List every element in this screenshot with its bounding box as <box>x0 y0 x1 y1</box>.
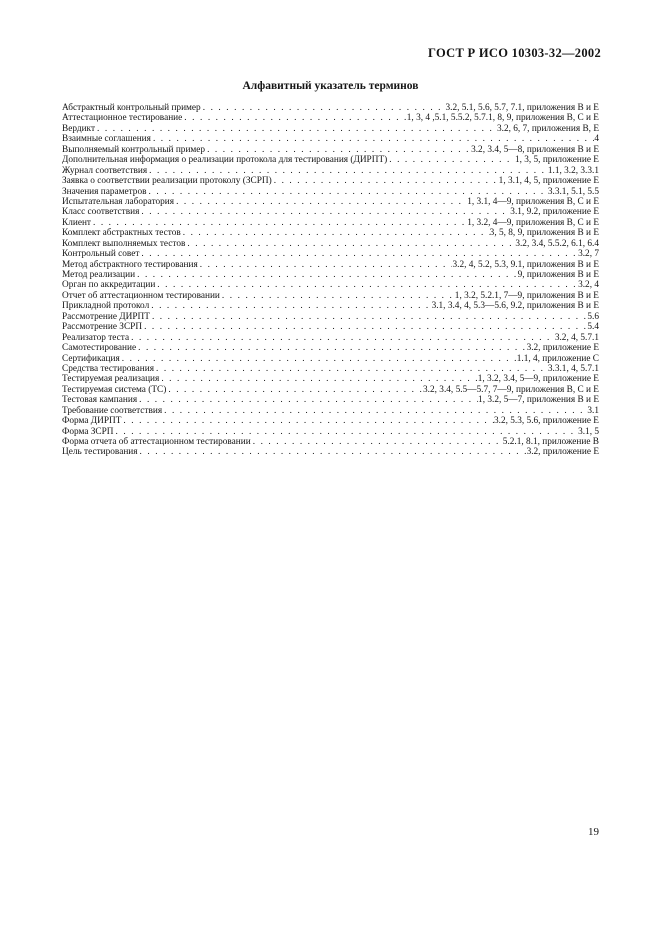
index-term: Рассмотрение ЗСРП <box>62 322 143 333</box>
dot-leader <box>151 134 594 144</box>
dot-leader <box>139 249 578 259</box>
index-references: 3.3.1, 4, 5.7.1 <box>547 363 599 374</box>
dot-leader <box>162 406 587 416</box>
index-entry <box>62 103 599 113</box>
dot-leader <box>147 166 548 176</box>
index-entry <box>62 228 599 238</box>
index-entry <box>62 364 599 374</box>
index-term: Метод реализации <box>62 270 136 280</box>
dot-leader <box>198 260 453 270</box>
index-term: Абстрактный контрольный пример <box>62 103 201 113</box>
dot-leader <box>137 395 478 405</box>
index-references: 3.1, 5 <box>578 426 599 437</box>
index-term: Значения параметров <box>62 186 147 197</box>
dot-leader <box>138 447 527 457</box>
index-references: 3.2, 6, 7, приложения В, Е <box>496 123 599 134</box>
dot-leader <box>129 333 555 343</box>
index-term: Выполняемый контрольный пример <box>62 144 206 155</box>
index-references: 9, приложения В и Е <box>517 270 599 280</box>
index-term: Заявка о соответствии реализации протоколу (ЗСРП) <box>62 176 272 187</box>
index-term: Тестируемая система (ТС) <box>62 384 167 395</box>
index-references: 1, 3.1, 4—9, приложения В, С и Е <box>467 196 599 207</box>
index-references: 1, 3, 4 ,5.1, 5.5.2, 5.7.1, 8, 9, приложения В, С и Е <box>406 113 599 124</box>
dot-leader <box>185 239 515 249</box>
index-references: 5.6 <box>587 311 599 322</box>
index-references: 5.4 <box>587 322 599 333</box>
dot-leader <box>220 291 455 301</box>
index-entry <box>62 260 599 270</box>
dot-leader <box>154 364 548 374</box>
index-term: Комплект абстрактных тестов <box>62 228 181 239</box>
index-term: Клиент <box>62 217 91 228</box>
index-references: 1, 3.2, 4—9, приложения В, С и Е <box>467 217 599 228</box>
index-entry <box>62 427 599 437</box>
index-term: Сертификация <box>62 353 120 364</box>
dot-leader <box>150 312 587 322</box>
index-references: 3.2, 4, 5.7.1 <box>554 332 599 343</box>
index-entry <box>62 291 599 301</box>
index-references: 3.3.1, 5.1, 5.5 <box>547 186 599 197</box>
index-term: Тестовая кампания <box>62 395 138 406</box>
index-references: 3.2, 4 <box>578 280 599 291</box>
index-term: Метод абстрактного тестирования <box>62 259 198 270</box>
index-entry <box>62 197 599 207</box>
index-references: 3.1, 9.2, приложение Е <box>510 207 599 218</box>
index-title: Алфавитный указатель терминов <box>242 80 419 92</box>
dot-leader <box>135 270 517 280</box>
dot-leader <box>95 124 497 134</box>
index-entry <box>62 354 599 364</box>
index-entry <box>62 322 599 332</box>
index-entry <box>62 333 599 343</box>
dot-leader <box>121 416 494 426</box>
index-entry <box>62 249 599 259</box>
index-references: 3.2, приложение Е <box>526 447 599 458</box>
index-entry <box>62 395 599 405</box>
index-entry <box>62 406 599 416</box>
dot-leader <box>139 207 510 217</box>
index-references: 1, 3.1, 4, 5, приложение Е <box>498 176 599 187</box>
index-entry <box>62 280 599 290</box>
index-references: 1, 3.2, 5.2.1, 7—9, приложения В и Е <box>454 290 599 301</box>
index-references: 3.2, 4, 5.2, 5.3, 9.1, приложения В и Е <box>452 259 599 270</box>
index-term: Вердикт <box>62 123 96 134</box>
dot-leader <box>272 176 499 186</box>
index-references: 3.1 <box>587 405 599 416</box>
document-code-header: ГОСТ Р ИСО 10303-32—2002 <box>428 46 601 60</box>
dot-leader <box>387 155 515 165</box>
index-term: Журнал соответствия <box>62 165 148 176</box>
index-entry <box>62 437 599 447</box>
index-references: 1, 3.2, 3.4, 5—9, приложение Е <box>477 374 599 385</box>
index-term: Комплект выполняемых тестов <box>62 238 186 249</box>
index-references: 1.1, 3.2, 3.3.1 <box>547 165 599 176</box>
dot-leader <box>251 437 503 447</box>
dot-leader <box>155 280 578 290</box>
dot-leader <box>205 145 471 155</box>
dot-leader <box>120 354 517 364</box>
index-references: 3.2, 3.4, 5.5—5.7, 7—9, приложения В, С и Е <box>423 384 599 395</box>
index-term: Дополнительная информация о реализации протокола для тестирования (ДИРПТ) <box>62 155 388 166</box>
index-term: Взаимные соглашения <box>62 134 151 145</box>
dot-leader <box>166 385 423 395</box>
index-term: Форма ДИРПТ <box>62 416 122 427</box>
index-term: Прикладной протокол <box>62 301 150 312</box>
index-references: 3.2, 5.3, 5.6, приложение Е <box>494 416 599 427</box>
index-references: 3, 5, 8, 9, приложения В и Е <box>489 228 599 239</box>
dot-leader <box>147 187 548 197</box>
index-references: 5.2.1, 8.1, приложение В <box>502 437 599 447</box>
index-term: Требование соответствия <box>62 405 163 416</box>
index-term: Отчет об аттестационном тестировании <box>62 290 220 301</box>
index-term: Орган по аккредитации <box>62 280 156 291</box>
page-number: 19 <box>588 826 599 838</box>
index-term: Реализатор теста <box>62 332 130 343</box>
index-entry <box>62 187 599 197</box>
dot-leader <box>114 427 579 437</box>
index-references: 1.1, 4, приложение С <box>516 353 599 364</box>
index-references: 3.2, 7 <box>578 249 599 260</box>
index-entry <box>62 301 599 311</box>
index-entry <box>62 166 599 176</box>
index-term: Форма отчета об аттестационном тестировании <box>62 437 251 447</box>
index-entry <box>62 155 599 165</box>
index-term: Аттестационное тестирование <box>62 113 183 124</box>
index-entry <box>62 218 599 228</box>
index-entry <box>62 145 599 155</box>
index-term: Самотестирование <box>62 343 137 354</box>
index-references: 3.2, 3.4, 5.5.2, 6.1, 6.4 <box>515 238 599 249</box>
index-entry <box>62 134 599 144</box>
index-entry <box>62 374 599 384</box>
dot-leader <box>149 301 431 311</box>
index-references: 4 <box>594 134 599 145</box>
index-entry <box>62 207 599 217</box>
index-entry <box>62 270 599 280</box>
index-term: Средства тестирования <box>62 363 154 374</box>
index-term: Контрольный совет <box>62 249 140 260</box>
index-references: 3.2, 5.1, 5.6, 5.7, 7.1, приложения В и Е <box>445 103 599 113</box>
index-references: 1, 3.2, 5—7, приложения В и Е <box>478 395 599 406</box>
index-term: Форма ЗСРП <box>62 426 114 437</box>
index-entry <box>62 385 599 395</box>
term-index-list <box>62 103 599 458</box>
index-references: 3.2, 3.4, 5—8, приложения В и Е <box>471 144 599 155</box>
dot-leader <box>181 228 490 238</box>
index-entry <box>62 176 599 186</box>
index-term: Испытательная лаборатория <box>62 196 175 207</box>
index-entry <box>62 416 599 426</box>
dot-leader <box>142 322 587 332</box>
dot-leader <box>201 103 446 113</box>
index-references: 3.1, 3.4, 4, 5.3—5.6, 9.2, приложения В и Е <box>431 301 599 312</box>
index-entry <box>62 343 599 353</box>
index-term: Класс соответствия <box>62 207 140 218</box>
index-entry <box>62 312 599 322</box>
dot-leader <box>159 374 477 384</box>
index-entry <box>62 239 599 249</box>
index-entry <box>62 124 599 134</box>
index-entry <box>62 447 599 457</box>
index-term: Рассмотрение ДИРПТ <box>62 311 150 322</box>
index-term: Тестируемая реализация <box>62 374 160 385</box>
index-entry <box>62 113 599 123</box>
index-references: 1, 3, 5, приложение Е <box>514 155 599 166</box>
index-references: 3.2, приложение Е <box>526 343 599 354</box>
dot-leader <box>182 113 406 123</box>
dot-leader <box>91 218 467 228</box>
index-term: Цель тестирования <box>62 447 138 458</box>
dot-leader <box>174 197 467 207</box>
dot-leader <box>136 343 526 353</box>
